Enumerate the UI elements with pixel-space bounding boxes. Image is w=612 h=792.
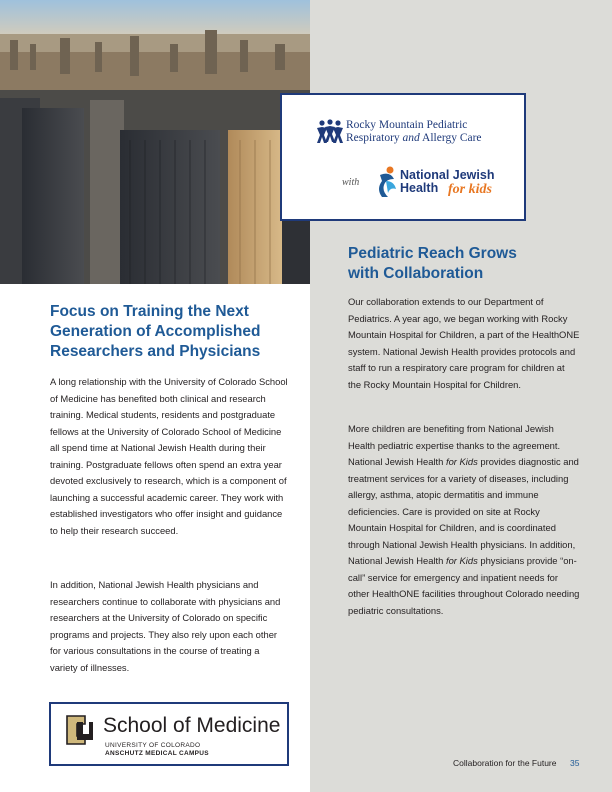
school-of-medicine-logo	[49, 702, 289, 766]
rocky-mountain-figures-icon	[316, 119, 344, 145]
rm-logo-line2b: Allergy Care	[419, 132, 482, 144]
city-skyline-photo	[0, 0, 310, 284]
nj-logo-with: with	[342, 177, 360, 188]
cu-logo-university: UNIVERSITY OF COLORADO	[105, 742, 201, 749]
footer-section-label: Collaboration for the Future	[453, 758, 557, 768]
page-number: 35	[570, 758, 580, 768]
cu-monogram-icon	[65, 714, 95, 746]
rm-logo-line1: Rocky Mountain Pediatric	[346, 119, 468, 131]
right-section-heading: Pediatric Reach Grows with Collaboration	[348, 245, 517, 282]
nj-logo-for-kids: for kids	[448, 182, 492, 197]
left-paragraph-2: In addition, National Jewish Health physicians and researchers continue to collaborate with physicians and researchers at the University of Colorado on specific programs and projects. They also rely upon each other for various consultations in the course of treating a variety of illnesses.	[50, 579, 281, 673]
cu-logo-name: School of Medicine	[103, 714, 281, 737]
rm-logo-line2a: Respiratory	[346, 132, 403, 144]
rocky-mountain-logo	[316, 117, 506, 157]
left-paragraph-1: A long relationship with the University of Colorado School of Medicine has benefited both clinical and research training. Medical students, residents and postgraduate fellows at the University of Colorado School of Medicine all spend time at National Jewish Health during their training. Postgraduate fellows often spend an extra year devoted exclusively to research, which is a component of launching a successful academic career. They work with established investigators who offer insight and guidance to help their research succeed.	[50, 376, 288, 536]
nj-logo-name: National Jewish Health	[400, 168, 495, 195]
rm-logo-and: and	[402, 132, 420, 144]
right-paragraph-1: Our collaboration extends to our Department of Pediatrics. A year ago, we began working with Rocky Mountain Hospital for Children, a part of the HealthONE system. National Jewish Health provides protocols and staff to run a respiratory care program for children at the Rocky Mountain Hospital for Children.	[348, 296, 580, 390]
national-jewish-kids-logo	[342, 165, 512, 209]
rocky-mountain-logo-text	[346, 119, 482, 145]
partner-logos-box	[280, 93, 526, 221]
national-jewish-figure-icon	[376, 165, 398, 199]
cu-logo-campus: ANSCHUTZ MEDICAL CAMPUS	[105, 750, 209, 757]
left-section-heading: Focus on Training the Next Generation of Accomplished Researchers and Physicians	[50, 303, 261, 360]
right-paragraph-2: More children are benefiting from National Jewish Health pediatric expertise thanks to the agreement. National Jewish Health for Kids provides diagnostic and treatment services for a variety of diseases, including allergy, asthma, atopic dermatitis and immune deficiencies. Care is provided on site at Rocky Mountain Hospital for Children, and is coordinated through National Jewish Health physicians. In addition, National Jewish Health for Kids physicians provide “on-call” service for emergency and inpatient needs for other HealthONE facilities throughout Colorado needing pediatric consultations.	[348, 423, 580, 616]
